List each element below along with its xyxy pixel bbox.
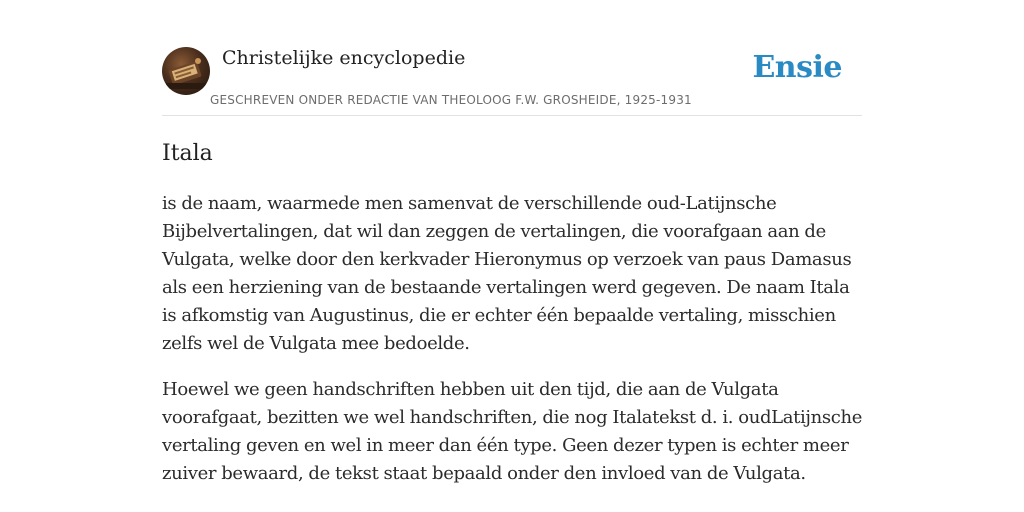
ensie-logo[interactable]: Ensie bbox=[752, 50, 842, 85]
publication-title[interactable]: Christelijke encyclopedie bbox=[222, 47, 466, 69]
article bbox=[162, 138, 866, 506]
publication-avatar[interactable] bbox=[162, 47, 210, 95]
article-paragraph: is de naam, waarmede men samenvat de verschillende oud-Latijnsche Bijbelvertalingen, dat wil dan zeggen de vertalingen, die voorafgaan aan de Vulgata, welke door den kerkvader Hieronymus op verzoek van paus Damasus als een herziening van de bestaande vertalingen werd gegeven. De naam Itala is afkomstig van Augustinus, die er echter één bepaalde vertaling, misschien zelfs wel de Vulgata mee bedoelde. bbox=[162, 193, 852, 354]
article-title: Itala bbox=[162, 141, 213, 166]
book-press-avatar-icon bbox=[162, 47, 210, 95]
publication-header bbox=[162, 46, 862, 116]
article-paragraph: Hoewel we geen handschriften hebben uit den tijd, die aan de Vulgata voorafgaat, bezitten we wel handschriften, die nog Italatekst d. i. oudLatijnsche vertaling geven en wel in meer dan één type. Geen dezer typen is echter meer zuiver bewaard, de tekst staat bepaald onder den invloed van de Vulgata. bbox=[162, 379, 863, 484]
publication-subtitle: GESCHREVEN ONDER REDACTIE VAN THEOLOOG F.W. GROSHEIDE, 1925-1931 bbox=[210, 93, 692, 107]
